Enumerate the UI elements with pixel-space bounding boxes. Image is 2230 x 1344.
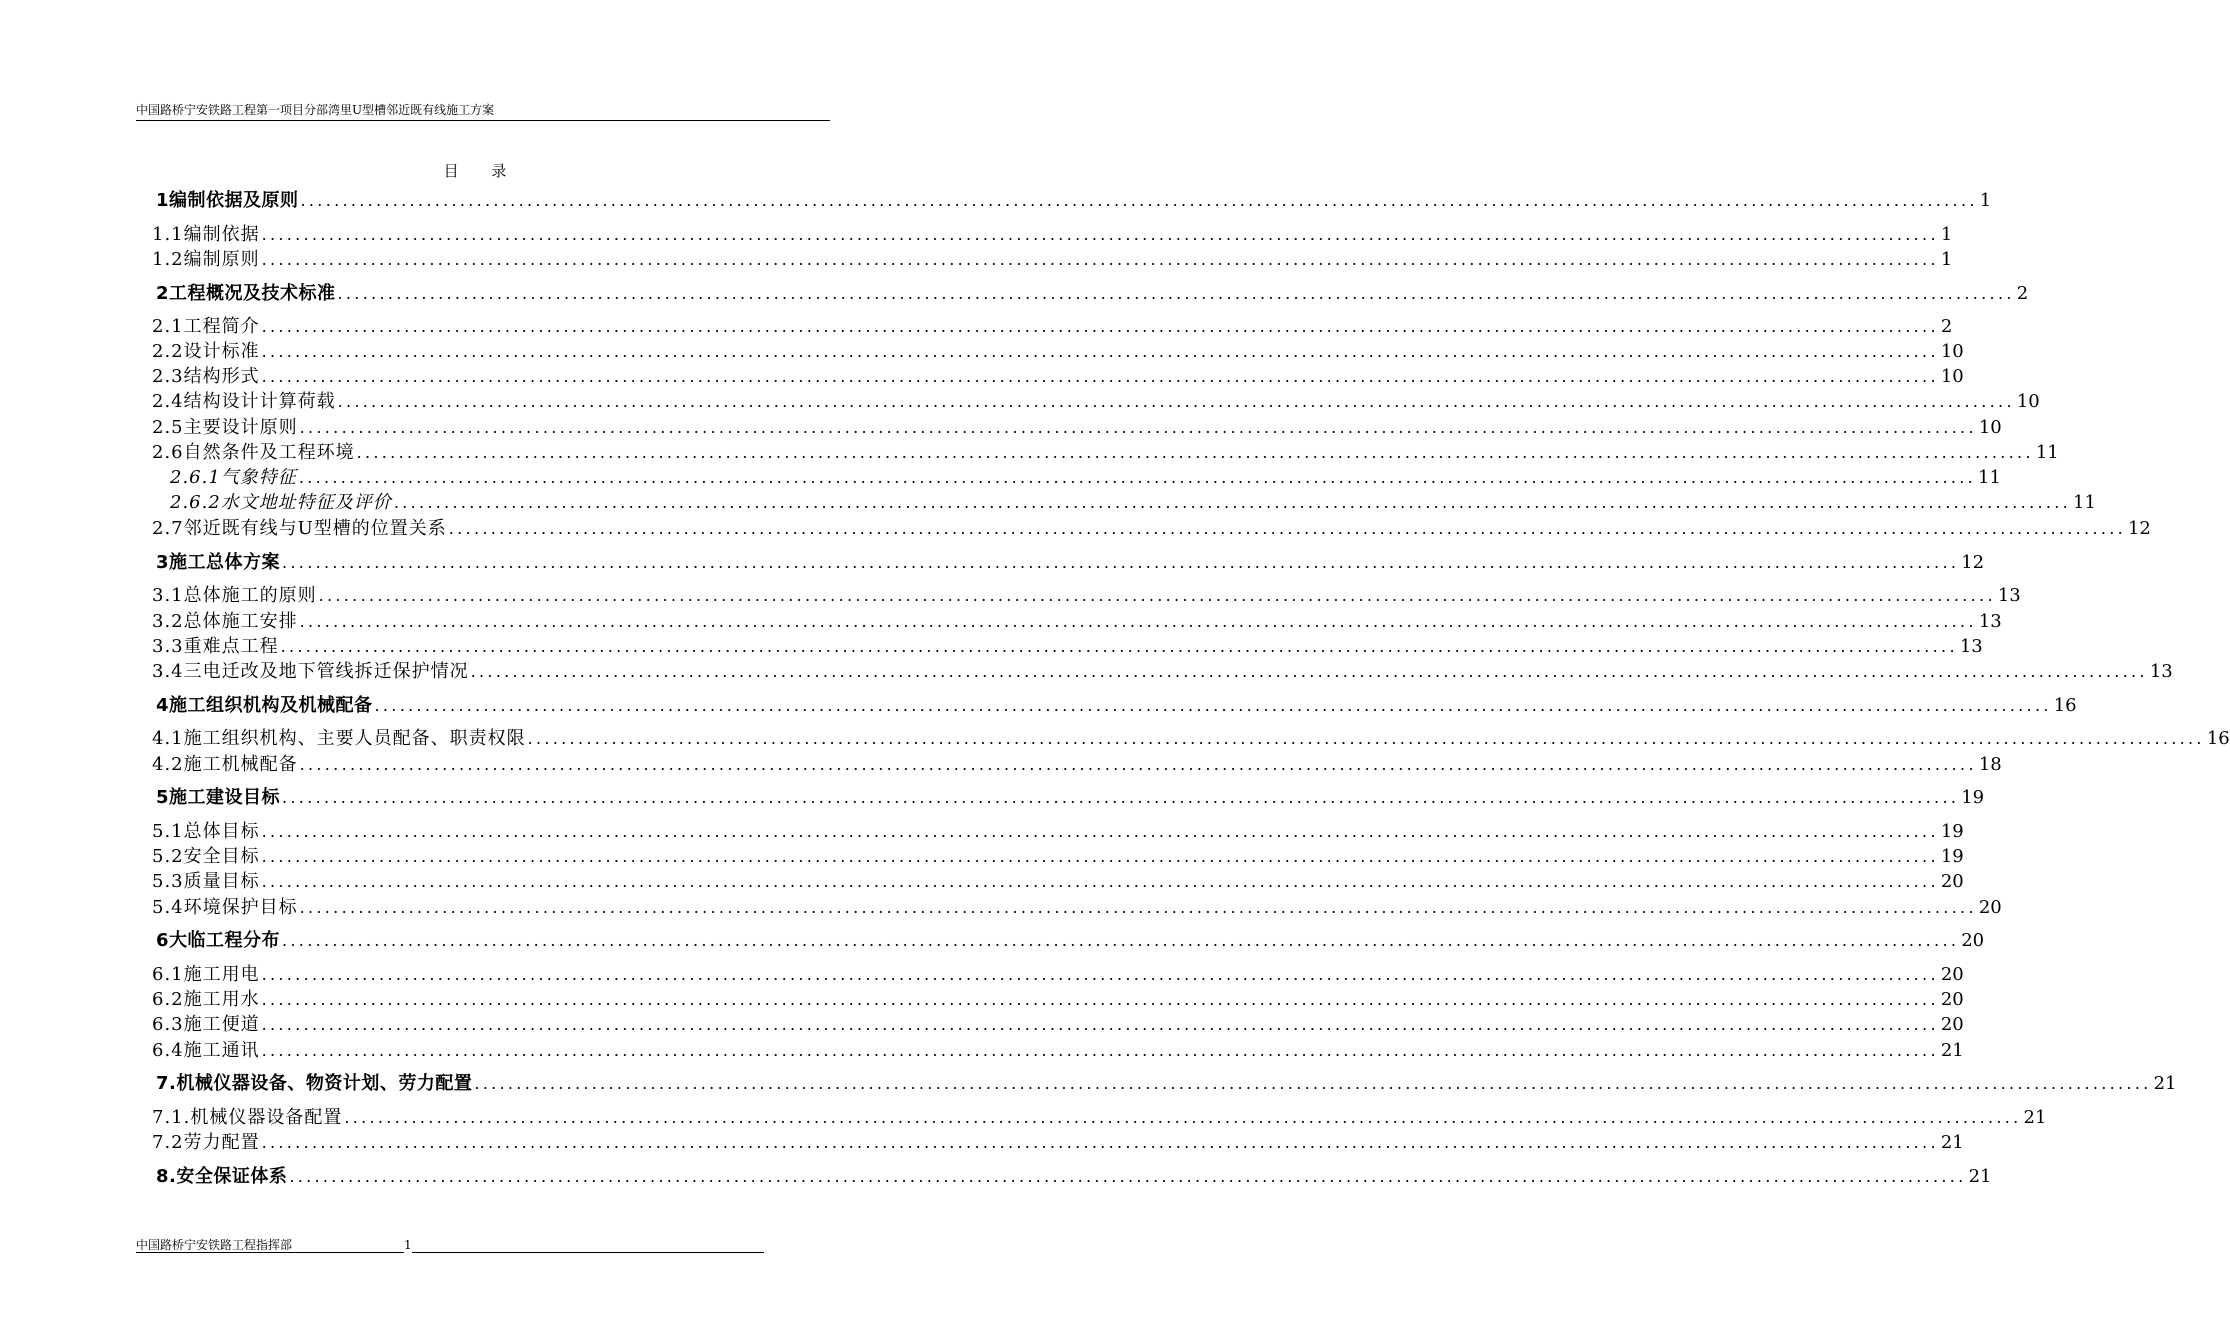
toc-entry-label: 8.安全保证体系 (156, 1166, 288, 1187)
toc-entry-label: 2.5主要设计原则 (152, 417, 298, 438)
toc-leader-dots: ........................................................................................................................................................................................................ (448, 519, 2126, 538)
toc-entry[interactable] (156, 190, 1992, 212)
toc-entry-label: 5施工建设目标 (156, 787, 281, 808)
footer-page-number: 1 (404, 1238, 412, 1252)
toc-entry-label: 4.2施工机械配备 (152, 754, 298, 775)
toc-entry-label: 6大临工程分布 (156, 930, 281, 951)
toc-entry-label: 1.2编制原则 (152, 249, 260, 270)
toc-entry[interactable] (156, 787, 1985, 809)
toc-entry-page: 21 (1940, 1040, 1964, 1061)
toc-leader-dots: ........................................................................................................................................................................................................ (282, 788, 1960, 807)
toc-entry-label: 2.6自然条件及工程环境 (152, 442, 355, 463)
toc-entry-page: 21 (2023, 1107, 2047, 1128)
toc-entry-page: 20 (1940, 989, 1964, 1010)
toc-entry[interactable] (152, 1040, 1964, 1062)
toc-leader-dots: ........................................................................................................................................................................................................ (261, 250, 1939, 269)
toc-entry-label: 3.2总体施工安排 (152, 611, 298, 632)
toc-entry[interactable] (152, 249, 1953, 271)
toc-entry[interactable] (152, 821, 1964, 843)
toc-entry[interactable] (152, 391, 2040, 413)
toc-entry[interactable] (152, 316, 1953, 338)
toc-entry-label: 6.1施工用电 (152, 964, 260, 985)
toc-entry-page: 2 (2016, 283, 2029, 304)
toc-leader-dots: ........................................................................................................................................................................................................ (474, 1074, 2152, 1093)
toc-leader-dots: ........................................................................................................................................................................................................ (261, 1015, 1939, 1034)
toc-entry[interactable] (152, 728, 2230, 750)
toc-entry[interactable] (156, 695, 2077, 717)
toc-entry-page: 10 (1940, 366, 1964, 387)
toc-entry-page: 11 (2073, 492, 2096, 513)
toc-leader-dots: ........................................................................................................................................................................................................ (470, 662, 2148, 681)
toc-entry-label: 3.4三电迁改及地下管线拆迁保护情况 (152, 661, 469, 682)
toc-entry-page: 21 (1940, 1132, 1964, 1153)
toc-entry-label: 5.3质量目标 (152, 871, 260, 892)
toc-entry-label: 3施工总体方案 (156, 552, 281, 573)
toc-entry-label: 2.4结构设计计算荷载 (152, 391, 336, 412)
toc-entry[interactable] (152, 989, 1964, 1011)
toc-entry[interactable] (152, 442, 2059, 464)
toc-entry-page: 20 (1978, 897, 2002, 918)
toc-entry[interactable] (152, 964, 1964, 986)
toc-entry[interactable] (152, 224, 1953, 246)
toc-entry-label: 5.1总体目标 (152, 821, 260, 842)
toc-entry-label: 2.6.2水文地址特征及评价 (170, 492, 392, 513)
toc-entry[interactable] (152, 366, 1964, 388)
toc-entry-page: 13 (1959, 636, 1983, 657)
toc-entry-label: 3.3重难点工程 (152, 636, 279, 657)
toc-entry-page: 12 (1961, 552, 1985, 573)
toc-entry-page: 10 (1978, 417, 2002, 438)
footer-rule (412, 1238, 764, 1253)
page-footer (136, 1238, 768, 1254)
toc-entry[interactable] (152, 897, 2002, 919)
toc-entry-label: 3.1总体施工的原则 (152, 585, 317, 606)
toc-entry-page: 1 (1940, 224, 1953, 245)
toc-entry-label: 7.2劳力配置 (152, 1132, 260, 1153)
toc-leader-dots: ........................................................................................................................................................................................................ (527, 729, 2205, 748)
toc-entry[interactable] (152, 1107, 2047, 1129)
toc-entry-page: 10 (2016, 391, 2040, 412)
toc-title: 目 录 (443, 162, 521, 180)
toc-entry[interactable] (152, 341, 1964, 363)
toc-entry-page: 11 (1978, 467, 2001, 488)
toc-entry-page: 13 (1978, 611, 2002, 632)
toc-leader-dots: ........................................................................................................................................................................................................ (393, 493, 2071, 512)
toc-entry[interactable] (152, 585, 2021, 607)
toc-entry-page: 1 (1940, 249, 1953, 270)
footer-text: 中国路桥宁安铁路工程指挥部 (136, 1238, 404, 1253)
toc-entry-page: 20 (1940, 964, 1964, 985)
toc-leader-dots: ........................................................................................................................................................................................................ (356, 443, 2034, 462)
toc-entry-page: 16 (2053, 695, 2077, 716)
toc-leader-dots: ........................................................................................................................................................................................................ (282, 553, 1960, 572)
toc-entry-label: 4.1施工组织机构、主要人员配备、职责权限 (152, 728, 526, 749)
toc-entry-page: 18 (1978, 754, 2002, 775)
toc-entry[interactable] (156, 1073, 2177, 1095)
toc-entry-label: 2.6.1气象特征 (170, 467, 297, 488)
toc-entry-label: 2.7邻近既有线与U型槽的位置关系 (152, 518, 447, 539)
toc-entry[interactable] (152, 1014, 1964, 1036)
toc-entry[interactable] (156, 1166, 1992, 1188)
toc-entry-label: 4施工组织机构及机械配备 (156, 695, 373, 716)
toc-leader-dots: ........................................................................................................................................................................................................ (282, 931, 1960, 950)
toc-entry[interactable] (152, 518, 2151, 540)
toc-entry-page: 10 (1940, 341, 1964, 362)
toc-leader-dots: ........................................................................................................................................................................................................ (289, 1167, 1967, 1186)
toc-leader-dots: ........................................................................................................................................................................................................ (299, 612, 1977, 631)
toc-entry[interactable] (152, 636, 1983, 658)
toc-entry-page: 21 (2153, 1073, 2177, 1094)
toc-entry[interactable] (170, 467, 2001, 489)
toc-leader-dots: ........................................................................................................................................................................................................ (298, 468, 1976, 487)
toc-leader-dots: ........................................................................................................................................................................................................ (261, 1133, 1939, 1152)
toc-entry-page: 1 (1979, 190, 1992, 211)
toc-leader-dots: ........................................................................................................................................................................................................ (261, 847, 1939, 866)
toc-entry[interactable] (152, 417, 2002, 439)
toc-entry-label: 2.2设计标准 (152, 341, 260, 362)
toc-leader-dots: ........................................................................................................................................................................................................ (337, 284, 2015, 303)
toc-entry[interactable] (152, 846, 1964, 868)
toc-leader-dots: ........................................................................................................................................................................................................ (280, 637, 1958, 656)
toc-entry-label: 5.2安全目标 (152, 846, 260, 867)
toc-entry-label: 7.机械仪器设备、物资计划、劳力配置 (156, 1073, 473, 1094)
toc-entry-page: 21 (1968, 1166, 1992, 1187)
toc-leader-dots: ........................................................................................................................................................................................................ (318, 586, 1996, 605)
toc-entry-label: 2工程概况及技术标准 (156, 283, 336, 304)
toc-entry-page: 19 (1961, 787, 1985, 808)
toc-entry-page: 20 (1940, 871, 1964, 892)
toc-entry-page: 2 (1940, 316, 1953, 337)
toc-entry-page: 20 (1940, 1014, 1964, 1035)
toc-entry-page: 16 (2206, 728, 2230, 749)
toc-leader-dots: ........................................................................................................................................................................................................ (261, 317, 1939, 336)
toc-leader-dots: ........................................................................................................................................................................................................ (299, 755, 1977, 774)
toc-entry-page: 20 (1961, 930, 1985, 951)
toc-leader-dots: ........................................................................................................................................................................................................ (261, 822, 1939, 841)
toc-entry-label: 7.1.机械仪器设备配置 (152, 1107, 343, 1128)
toc-leader-dots: ........................................................................................................................................................................................................ (261, 1041, 1939, 1060)
toc-leader-dots: ........................................................................................................................................................................................................ (374, 696, 2052, 715)
toc-leader-dots: ........................................................................................................................................................................................................ (261, 872, 1939, 891)
toc-leader-dots: ........................................................................................................................................................................................................ (337, 392, 2015, 411)
toc-entry[interactable] (152, 611, 2002, 633)
toc-leader-dots: ........................................................................................................................................................................................................ (261, 342, 1939, 361)
toc-entry-page: 12 (2127, 518, 2151, 539)
toc-leader-dots: ........................................................................................................................................................................................................ (261, 990, 1939, 1009)
toc-entry-label: 2.3结构形式 (152, 366, 260, 387)
toc-leader-dots: ........................................................................................................................................................................................................ (299, 898, 1977, 917)
toc-entry[interactable] (152, 1132, 1964, 1154)
toc-leader-dots: ........................................................................................................................................................................................................ (344, 1108, 2022, 1127)
toc-entry-label: 1.1编制依据 (152, 224, 260, 245)
toc-entry[interactable] (170, 492, 2096, 514)
header-text: 中国路桥宁安铁路工程第一项目分部湾里U型槽邻近既有线施工方案 (136, 103, 495, 117)
toc-entry-page: 13 (1997, 585, 2021, 606)
toc-entry[interactable] (152, 661, 2173, 683)
toc-entry-label: 6.4施工通讯 (152, 1040, 260, 1061)
toc-entry-page: 19 (1940, 846, 1964, 867)
toc-entry[interactable] (152, 871, 1964, 893)
toc-entry-label: 6.2施工用水 (152, 989, 260, 1010)
toc-leader-dots: ........................................................................................................................................................................................................ (261, 225, 1939, 244)
toc-entry[interactable] (156, 552, 1985, 574)
toc-leader-dots: ........................................................................................................................................................................................................ (300, 191, 1978, 210)
toc-leader-dots: ........................................................................................................................................................................................................ (261, 367, 1939, 386)
toc-entry-label: 5.4环境保护目标 (152, 897, 298, 918)
toc-leader-dots: ........................................................................................................................................................................................................ (299, 418, 1977, 437)
toc-entry-label: 6.3施工便道 (152, 1014, 260, 1035)
toc-entry-page: 19 (1940, 821, 1964, 842)
toc-entry-page: 11 (2035, 442, 2059, 463)
toc-entry[interactable] (156, 283, 2029, 305)
toc-leader-dots: ........................................................................................................................................................................................................ (261, 965, 1939, 984)
toc-entry-label: 2.1工程简介 (152, 316, 260, 337)
toc-entry-label: 1编制依据及原则 (156, 190, 299, 211)
toc-entry-page: 13 (2149, 661, 2173, 682)
toc-entry[interactable] (152, 754, 2002, 776)
toc-entry[interactable] (156, 930, 1985, 952)
